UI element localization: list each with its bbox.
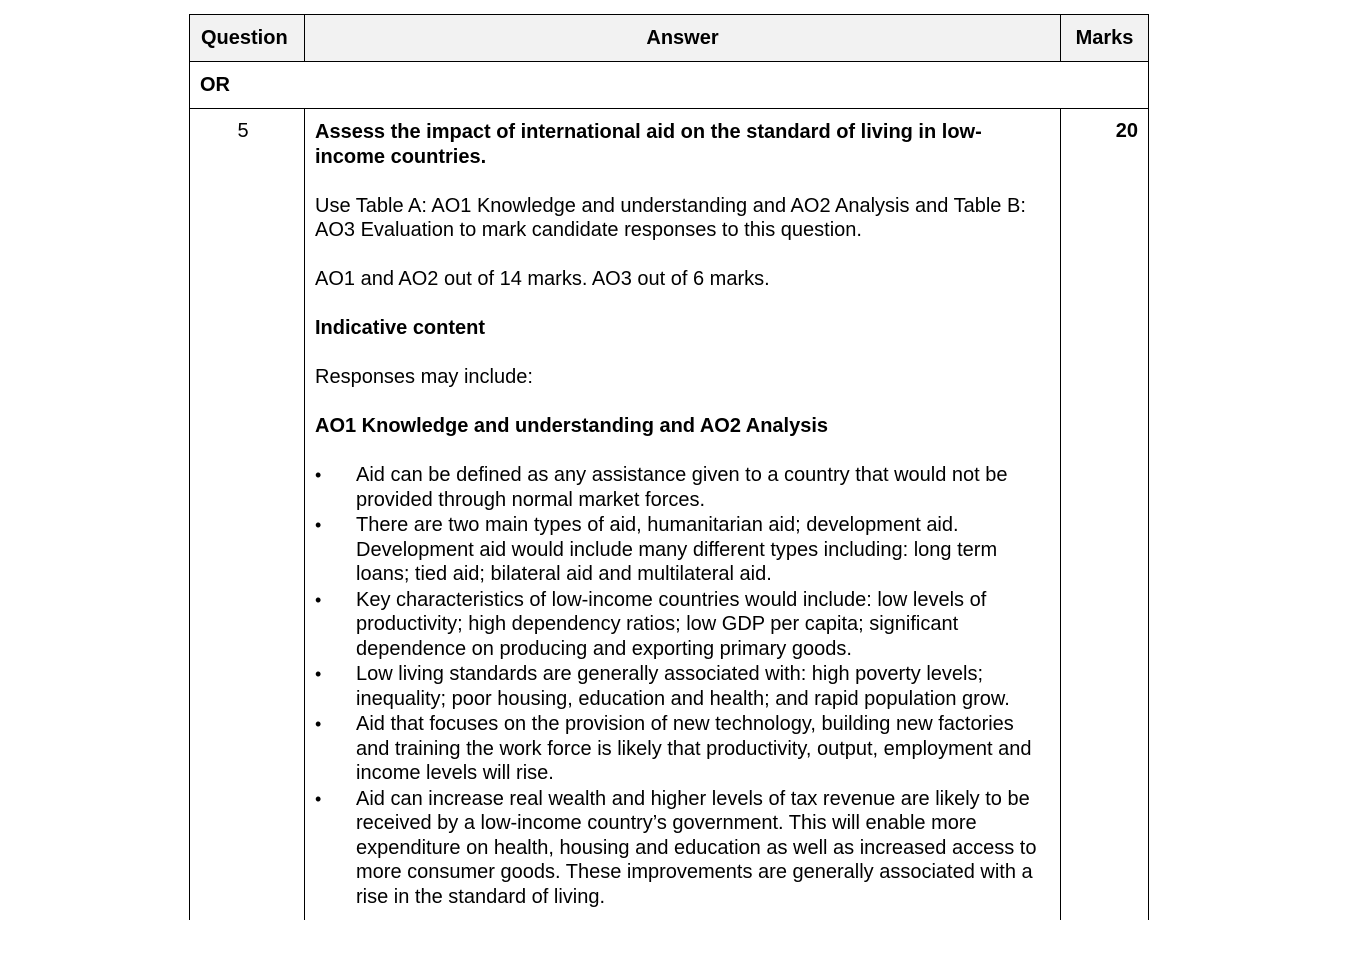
header-row bbox=[190, 15, 1149, 62]
list-item bbox=[315, 588, 1051, 662]
ao1-ao2-heading: AO1 Knowledge and understanding and AO2 Analysis bbox=[315, 415, 829, 437]
indicative-content-heading: Indicative content bbox=[315, 317, 486, 339]
marks-value: 20 bbox=[1061, 109, 1149, 921]
marks-column-header: Marks bbox=[1061, 15, 1149, 62]
list-item-text: Aid that focuses on the provision of new technology, building new factories and training the work force is likely that productivity, output, employment and income levels will rise. bbox=[356, 713, 1032, 784]
list-item-text: Key characteristics of low-income countries would include: low levels of productivity; high dependency ratios; low GDP per capita; significant dependence on producing and exporting primary goods. bbox=[356, 588, 987, 660]
bullet-icon: • bbox=[315, 515, 322, 535]
marking-instructions: Use Table A: AO1 Knowledge and understanding and AO2 Analysis and Table B: AO3 Evaluation to mark candidate responses to this question. bbox=[315, 194, 1026, 241]
question-prompt: Assess the impact of international aid on the standard of living in low-income countries. bbox=[315, 121, 982, 168]
list-item bbox=[315, 513, 1051, 587]
answer-column-header: Answer bbox=[305, 15, 1061, 62]
list-item-text: There are two main types of aid, humanitarian aid; development aid. Development aid would include many different types including: long term loans; tied aid; bilateral aid and multilateral aid. bbox=[356, 514, 998, 585]
list-item bbox=[315, 662, 1051, 711]
bullet-icon: • bbox=[315, 788, 322, 809]
mark-scheme-table bbox=[189, 14, 1149, 920]
bullet-icon: • bbox=[315, 589, 322, 610]
question-column-header: Question bbox=[190, 15, 305, 62]
indicative-points-list bbox=[315, 463, 1051, 909]
list-item bbox=[315, 787, 1051, 910]
list-item-text: Low living standards are generally associated with: high poverty levels; inequality; poor housing, education and health; and rapid population grow. bbox=[356, 663, 1010, 710]
list-item-text: Aid can be defined as any assistance given to a country that would not be provided through normal market forces. bbox=[356, 464, 1008, 511]
list-item bbox=[315, 463, 1051, 512]
mark-allocation: AO1 and AO2 out of 14 marks. AO3 out of 6 marks. bbox=[315, 268, 770, 290]
bullet-icon: • bbox=[315, 664, 322, 684]
question-row bbox=[190, 109, 1149, 921]
list-item-text: Aid can increase real wealth and higher levels of tax revenue are likely to be received by a low-income country’s government. This will enable more expenditure on health, housing and education as well as increased access to more consumer goods. These improvements are generally associated with a rise in the standard of living. bbox=[356, 787, 1037, 908]
bullet-icon: • bbox=[315, 465, 322, 485]
or-label: OR bbox=[190, 62, 1149, 109]
bullet-icon: • bbox=[315, 714, 322, 734]
question-number: 5 bbox=[190, 109, 305, 921]
or-row bbox=[190, 62, 1149, 109]
responses-intro: Responses may include: bbox=[315, 366, 533, 388]
list-item bbox=[315, 712, 1051, 786]
answer-cell bbox=[305, 109, 1061, 921]
